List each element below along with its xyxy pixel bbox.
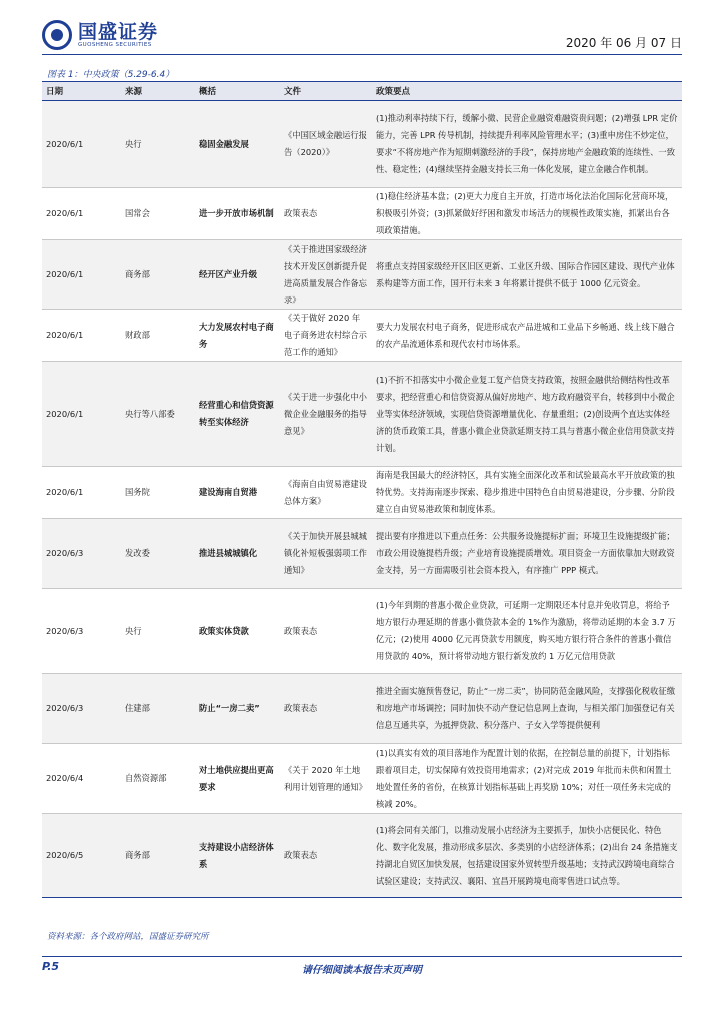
cell-points: (1)今年到期的普惠小微企业贷款，可延期一定期限还本付息并免收罚息，将给予地方银行办理延期的普惠小微贷款本金的 1%作为激励，将带动延期的本金 3.7 万亿元；(2)使用 4000 亿元再贷款专用额度，购买地方银行符合条件的普惠小微信用贷款的 40%，预计将带动地方银行新发放约 1 万亿元信用贷款 — [372, 589, 682, 674]
table-row — [42, 814, 682, 898]
cell-points: (1)稳住经济基本盘；(2)更大力度自主开放，打造市场化法治化国际化营商环境，积极吸引外资；(3)抓紧做好纾困和激发市场活力的规模性政策实施，抓紧出台各项政策措施。 — [372, 188, 682, 240]
cell-date: 2020/6/1 — [42, 362, 121, 467]
cell-date: 2020/6/1 — [42, 467, 121, 519]
column-header-source: 来源 — [121, 82, 195, 101]
cell-summary: 进一步开放市场机制 — [195, 188, 280, 240]
table-row — [42, 310, 682, 362]
cell-points: (1)以真实有效的项目落地作为配置计划的依据，在控制总量的前提下，计划指标跟着项目走，切实保障有效投资用地需求；(2)对完成 2019 年批而未供和闲置土地处置任务的省份，在核算计划指标基础上再奖励 10%；对任一项任务未完成的核减 20%。 — [372, 744, 682, 814]
table-row — [42, 467, 682, 519]
cell-source: 商务部 — [121, 240, 195, 310]
cell-date: 2020/6/1 — [42, 240, 121, 310]
cell-document: 《关于进一步强化中小微企业金融服务的指导意见》 — [280, 362, 372, 467]
logo-english-name: GUOSHENG SECURITIES — [78, 41, 152, 48]
cell-source: 国务院 — [121, 467, 195, 519]
cell-source: 财政部 — [121, 310, 195, 362]
cell-source: 央行 — [121, 589, 195, 674]
cell-summary: 政策实体贷款 — [195, 589, 280, 674]
cell-date: 2020/6/3 — [42, 589, 121, 674]
table-row — [42, 101, 682, 188]
policy-table — [42, 81, 682, 898]
report-date: 2020 年 06 月 07 日 — [565, 36, 682, 50]
source-note: 资料来源：各个政府网站，国盛证券研究所 — [47, 932, 209, 942]
cell-document: 《关于做好 2020 年电子商务进农村综合示范工作的通知》 — [280, 310, 372, 362]
cell-points: (1)推动利率持续下行，缓解小微、民营企业融资难融资贵问题；(2)增强 LPR 定价能力，完善 LPR 传导机制，持续提升利率风险管理水平；(3)重申房住不炒定位，要求“不将房地产作为短期刺激经济的手段”，保持房地产金融政策的连续性、一致性、稳定性；(4)继续坚持金融支持长三角一体化发展，建立金融合作机制。 — [372, 101, 682, 188]
cell-document: 政策表态 — [280, 674, 372, 744]
cell-points: 海南是我国最大的经济特区，具有实施全面深化改革和试验最高水平开放政策的独特优势。支持海南逐步探索、稳步推进中国特色自由贸易港建设，分步骤、分阶段建立自由贸易港政策和制度体系。 — [372, 467, 682, 519]
table-row — [42, 362, 682, 467]
cell-source: 国常会 — [121, 188, 195, 240]
cell-summary: 稳固金融发展 — [195, 101, 280, 188]
cell-summary: 大力发展农村电子商务 — [195, 310, 280, 362]
cell-summary: 防止“一房二卖” — [195, 674, 280, 744]
cell-document: 政策表态 — [280, 188, 372, 240]
cell-summary: 经开区产业升级 — [195, 240, 280, 310]
cell-summary: 对土地供应提出更高要求 — [195, 744, 280, 814]
page-number: P.5 — [42, 960, 60, 973]
logo-emblem-icon — [42, 20, 72, 50]
cell-summary: 建设海南自贸港 — [195, 467, 280, 519]
cell-source: 商务部 — [121, 814, 195, 898]
column-header-points: 政策要点 — [372, 82, 682, 101]
cell-points: 提出要有序推进以下重点任务：公共服务设施提标扩面；环境卫生设施提级扩能；市政公用设施提档升级；产业培育设施提质增效。项目资金一方面依靠加大财政资金支持，另一方面需吸引社会资本投入，有序推广 PPP 模式。 — [372, 519, 682, 589]
cell-source: 央行 — [121, 101, 195, 188]
column-header-document: 文件 — [280, 82, 372, 101]
cell-date: 2020/6/5 — [42, 814, 121, 898]
cell-date: 2020/6/1 — [42, 310, 121, 362]
cell-source: 央行等八部委 — [121, 362, 195, 467]
cell-date: 2020/6/4 — [42, 744, 121, 814]
cell-points: 将重点支持国家级经开区旧区更新、工业区升级、国际合作园区建设、现代产业体系构建等方面工作，国开行未来 3 年将累计提供不低于 1000 亿元资金。 — [372, 240, 682, 310]
cell-summary: 经营重心和信贷资源转至实体经济 — [195, 362, 280, 467]
cell-source: 发改委 — [121, 519, 195, 589]
cell-date: 2020/6/3 — [42, 519, 121, 589]
cell-source: 自然资源部 — [121, 744, 195, 814]
column-header-summary: 概括 — [195, 82, 280, 101]
cell-date: 2020/6/3 — [42, 674, 121, 744]
disclaimer-note: 请仔细阅读本报告末页声明 — [302, 965, 422, 976]
cell-points: (1)将会同有关部门，以推动发展小店经济为主要抓手，加快小店便民化、特色化、数字化发展，推动形成多层次、多类别的小店经济体系；(2)出台 24 条措施支持湖北自贸区加快发展，包括建设国家外贸转型升级基地；支持武汉跨境电商综合试验区建设；支持武汉、襄阳、宜昌开展跨境电商零售进口试点等。 — [372, 814, 682, 898]
table-row — [42, 240, 682, 310]
cell-source: 住建部 — [121, 674, 195, 744]
table-row — [42, 674, 682, 744]
cell-document: 《关于加快开展县城城镇化补短板强弱项工作通知》 — [280, 519, 372, 589]
table-row — [42, 744, 682, 814]
column-header-date: 日期 — [42, 82, 121, 101]
cell-document: 政策表态 — [280, 589, 372, 674]
cell-date: 2020/6/1 — [42, 188, 121, 240]
table-header-row — [42, 82, 682, 101]
logo-name: 国盛证券 — [78, 20, 159, 43]
cell-points: 要大力发展农村电子商务，促进形成农产品进城和工业品下乡畅通、线上线下融合的农产品流通体系和现代农村市场体系。 — [372, 310, 682, 362]
cell-points: (1)不折不扣落实中小微企业复工复产信贷支持政策，按照金融供给侧结构性改革要求，把经营重心和信贷资源从偏好房地产、地方政府融资平台，转移到中小微企业等实体经济领域，实现信贷资源增量优化、存量重组；(2)创设两个直达实体经济的货币政策工具，普惠小微企业贷款延期支持工具与普惠小微企业信用贷款支持计划。 — [372, 362, 682, 467]
table-row — [42, 519, 682, 589]
header-divider — [42, 54, 682, 55]
cell-date: 2020/6/1 — [42, 101, 121, 188]
figure-title: 图表 1：中央政策（5.29-6.4） — [47, 70, 175, 80]
cell-summary: 推进县城城镇化 — [195, 519, 280, 589]
cell-document: 《海南自由贸易港建设总体方案》 — [280, 467, 372, 519]
cell-document: 《关于推进国家级经济技术开发区创新提升促进高质量发展合作备忘录》 — [280, 240, 372, 310]
footer-divider — [42, 956, 682, 957]
cell-points: 推进全面实施预售登记，防止“一房二卖”，协同防范金融风险，支撑强化税收征缴和房地产市场调控；同时加快不动产登记信息网上查询，与相关部门加强登记有关信息互通共享，为抵押贷款、积分落户、子女入学等提供便利 — [372, 674, 682, 744]
table-body — [42, 101, 682, 898]
cell-summary: 支持建设小店经济体系 — [195, 814, 280, 898]
table-row — [42, 589, 682, 674]
cell-document: 《中国区域金融运行报告（2020）》 — [280, 101, 372, 188]
cell-document: 《关于 2020 年土地利用计划管理的通知》 — [280, 744, 372, 814]
table-row — [42, 188, 682, 240]
cell-document: 政策表态 — [280, 814, 372, 898]
company-logo — [42, 20, 158, 50]
